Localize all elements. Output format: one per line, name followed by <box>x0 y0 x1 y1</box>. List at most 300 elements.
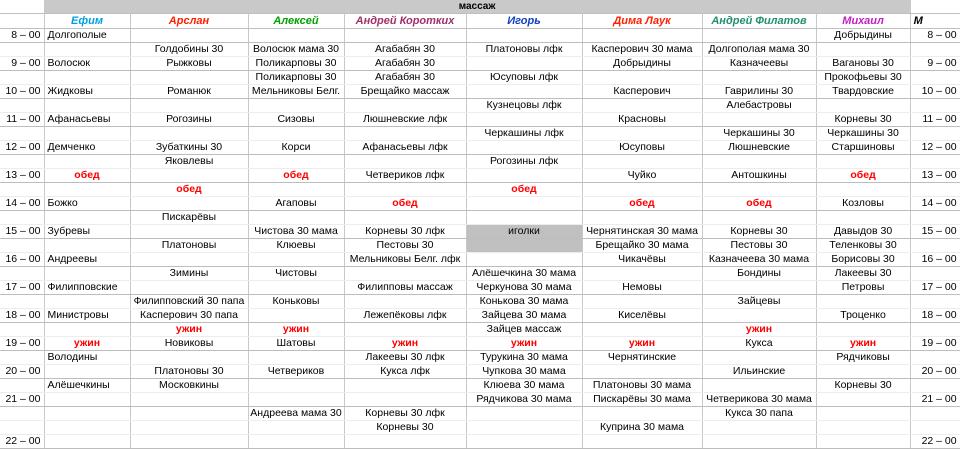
appointment-cell[interactable]: Корневы 30 <box>816 113 910 127</box>
appointment-cell[interactable]: Казначеева 30 мама <box>702 253 816 267</box>
appointment-cell[interactable] <box>44 365 130 379</box>
time-cell[interactable]: 16 – 00 <box>0 253 44 267</box>
appointment-cell[interactable]: Пискарёвы <box>130 211 248 225</box>
appointment-cell[interactable]: Рядчикова 30 мама <box>466 393 582 407</box>
column-header[interactable]: Андрей Коротких <box>344 14 466 29</box>
time-cell[interactable] <box>0 267 44 281</box>
appointment-cell[interactable]: Борисовы 30 <box>816 253 910 267</box>
appointment-cell[interactable] <box>344 379 466 393</box>
appointment-cell[interactable] <box>248 183 344 197</box>
appointment-cell[interactable] <box>344 155 466 169</box>
time-cell[interactable]: 17 – 00 <box>0 281 44 295</box>
appointment-cell[interactable] <box>44 421 130 435</box>
appointment-cell[interactable] <box>44 71 130 85</box>
appointment-cell[interactable] <box>248 281 344 295</box>
appointment-cell[interactable] <box>816 99 910 113</box>
time-cell[interactable] <box>0 155 44 169</box>
appointment-cell[interactable]: обед <box>248 169 344 183</box>
appointment-cell[interactable]: Давыдов 30 <box>816 225 910 239</box>
appointment-cell[interactable]: Жидковы <box>44 85 130 99</box>
appointment-cell[interactable]: Чистова 30 мама <box>248 225 344 239</box>
time-cell-right[interactable]: 14 – 00 <box>910 197 960 211</box>
appointment-cell[interactable]: Афанасьевы <box>44 113 130 127</box>
appointment-cell[interactable]: Платоновы 30 мама <box>582 379 702 393</box>
appointment-cell[interactable] <box>248 421 344 435</box>
appointment-cell[interactable] <box>344 29 466 43</box>
appointment-cell[interactable] <box>248 155 344 169</box>
time-cell-right[interactable]: 16 – 00 <box>910 253 960 267</box>
appointment-cell[interactable]: Вагановы 30 <box>816 57 910 71</box>
appointment-cell[interactable]: Яковлевы <box>130 155 248 169</box>
appointment-cell[interactable]: Андреевы <box>44 253 130 267</box>
appointment-cell[interactable]: Шатовы <box>248 337 344 351</box>
appointment-cell[interactable] <box>248 253 344 267</box>
appointment-cell[interactable]: Куприна 30 мама <box>582 421 702 435</box>
appointment-cell[interactable] <box>344 323 466 337</box>
time-cell[interactable] <box>0 43 44 57</box>
appointment-cell[interactable]: Чернятинские <box>582 351 702 365</box>
time-cell-right[interactable]: 17 – 00 <box>910 281 960 295</box>
appointment-cell[interactable] <box>130 435 248 449</box>
time-cell-right[interactable]: 8 – 00 <box>910 29 960 43</box>
appointment-cell[interactable]: ужин <box>702 323 816 337</box>
appointment-cell[interactable]: Володины <box>44 351 130 365</box>
corner-cell[interactable] <box>0 14 44 29</box>
column-header[interactable]: Ефим <box>44 14 130 29</box>
appointment-cell[interactable]: Юсуповы лфк <box>466 71 582 85</box>
appointment-cell[interactable]: обед <box>702 197 816 211</box>
appointment-cell[interactable] <box>248 99 344 113</box>
appointment-cell[interactable] <box>344 99 466 113</box>
appointment-cell[interactable] <box>44 43 130 57</box>
time-cell-right[interactable] <box>910 351 960 365</box>
appointment-cell[interactable]: Коньковы <box>248 295 344 309</box>
appointment-cell[interactable]: обед <box>582 197 702 211</box>
appointment-cell[interactable]: ужин <box>816 337 910 351</box>
appointment-cell[interactable]: Юсуповы <box>582 141 702 155</box>
appointment-cell[interactable]: Касперович <box>582 85 702 99</box>
appointment-cell[interactable]: обед <box>44 169 130 183</box>
appointment-cell[interactable] <box>466 253 582 267</box>
appointment-cell[interactable]: Пестовы 30 <box>702 239 816 253</box>
appointment-cell[interactable] <box>466 435 582 449</box>
appointment-cell[interactable] <box>248 435 344 449</box>
appointment-cell[interactable]: Платоновы лфк <box>466 43 582 57</box>
time-cell[interactable]: 9 – 00 <box>0 57 44 71</box>
appointment-cell[interactable] <box>702 379 816 393</box>
time-cell[interactable] <box>0 99 44 113</box>
appointment-cell[interactable]: Ильинские <box>702 365 816 379</box>
appointment-cell[interactable] <box>582 183 702 197</box>
appointment-cell[interactable]: Корневы 30 <box>816 379 910 393</box>
time-cell-right[interactable]: 9 – 00 <box>910 57 960 71</box>
time-cell-right[interactable]: 11 – 00 <box>910 113 960 127</box>
appointment-cell[interactable] <box>702 421 816 435</box>
appointment-cell[interactable]: Зубревы <box>44 225 130 239</box>
appointment-cell[interactable]: Старшиновы <box>816 141 910 155</box>
appointment-cell[interactable] <box>582 323 702 337</box>
appointment-cell[interactable] <box>702 309 816 323</box>
appointment-cell[interactable]: ужин <box>466 337 582 351</box>
appointment-cell[interactable]: Четверикова 30 мама <box>702 393 816 407</box>
time-cell[interactable]: 18 – 00 <box>0 309 44 323</box>
appointment-cell[interactable] <box>816 421 910 435</box>
right-header-mark[interactable]: M <box>910 14 960 29</box>
appointment-cell[interactable] <box>44 323 130 337</box>
appointment-cell[interactable] <box>44 127 130 141</box>
appointment-cell[interactable]: обед <box>466 183 582 197</box>
appointment-cell[interactable] <box>44 239 130 253</box>
appointment-cell[interactable]: Романюк <box>130 85 248 99</box>
appointment-cell[interactable] <box>582 211 702 225</box>
appointment-cell[interactable] <box>130 99 248 113</box>
appointment-cell[interactable]: Пискарёвы 30 мама <box>582 393 702 407</box>
appointment-cell[interactable]: Троценко <box>816 309 910 323</box>
appointment-cell[interactable] <box>466 57 582 71</box>
appointment-cell[interactable]: Люшневские лфк <box>344 113 466 127</box>
appointment-cell[interactable]: Волосюк мама 30 <box>248 43 344 57</box>
appointment-cell[interactable] <box>816 365 910 379</box>
time-cell[interactable] <box>0 239 44 253</box>
appointment-cell[interactable]: Агабабян 30 <box>344 71 466 85</box>
time-cell-right[interactable] <box>910 211 960 225</box>
appointment-cell[interactable]: Корневы 30 лфк <box>344 407 466 421</box>
appointment-cell[interactable]: Платоновы 30 <box>130 365 248 379</box>
appointment-cell[interactable]: Филипповские <box>44 281 130 295</box>
appointment-cell[interactable]: Теленковы 30 <box>816 239 910 253</box>
appointment-cell[interactable] <box>816 295 910 309</box>
appointment-cell[interactable]: Агабабян 30 <box>344 43 466 57</box>
time-cell-right[interactable] <box>910 183 960 197</box>
appointment-cell[interactable] <box>248 211 344 225</box>
appointment-cell[interactable] <box>44 99 130 113</box>
appointment-cell[interactable] <box>130 421 248 435</box>
appointment-cell[interactable]: Четвериков <box>248 365 344 379</box>
appointment-cell[interactable]: обед <box>130 183 248 197</box>
time-cell-right[interactable]: 15 – 00 <box>910 225 960 239</box>
appointment-cell[interactable] <box>248 29 344 43</box>
appointment-cell[interactable]: Добрыдины <box>582 57 702 71</box>
appointment-cell[interactable] <box>344 435 466 449</box>
appointment-cell[interactable]: Чупкова 30 мама <box>466 365 582 379</box>
appointment-cell[interactable]: Турукина 30 мама <box>466 351 582 365</box>
appointment-cell[interactable]: Рядчиковы <box>816 351 910 365</box>
time-cell-right[interactable]: 13 – 00 <box>910 169 960 183</box>
appointment-cell[interactable]: ужин <box>130 323 248 337</box>
time-cell[interactable]: 22 – 00 <box>0 435 44 449</box>
time-cell-right[interactable] <box>910 323 960 337</box>
appointment-cell[interactable]: Корневы 30 <box>344 421 466 435</box>
appointment-cell[interactable]: Божко <box>44 197 130 211</box>
appointment-cell[interactable] <box>248 309 344 323</box>
appointment-cell[interactable] <box>344 183 466 197</box>
appointment-cell[interactable]: ужин <box>248 323 344 337</box>
time-cell-right[interactable] <box>910 99 960 113</box>
appointment-cell[interactable]: обед <box>344 197 466 211</box>
time-cell-right[interactable] <box>910 421 960 435</box>
time-cell-right[interactable]: 20 – 00 <box>910 365 960 379</box>
appointment-cell[interactable] <box>582 267 702 281</box>
appointment-cell[interactable]: Корневы 30 <box>702 225 816 239</box>
appointment-cell[interactable] <box>582 295 702 309</box>
appointment-cell[interactable]: Лежепёковы лфк <box>344 309 466 323</box>
appointment-cell[interactable] <box>582 71 702 85</box>
time-cell-right[interactable]: 21 – 00 <box>910 393 960 407</box>
appointment-cell[interactable]: Черкунова 30 мама <box>466 281 582 295</box>
appointment-cell[interactable] <box>582 127 702 141</box>
appointment-cell[interactable]: Агаповы <box>248 197 344 211</box>
appointment-cell[interactable] <box>130 169 248 183</box>
appointment-cell[interactable]: Алебастровы <box>702 99 816 113</box>
appointment-cell[interactable]: Твардовские <box>816 85 910 99</box>
appointment-cell[interactable]: Волосюк <box>44 57 130 71</box>
appointment-cell[interactable] <box>702 351 816 365</box>
appointment-cell[interactable]: Красновы <box>582 113 702 127</box>
appointment-cell[interactable]: Платоновы <box>130 239 248 253</box>
appointment-cell[interactable]: Зайцева 30 мама <box>466 309 582 323</box>
appointment-cell[interactable]: Министровы <box>44 309 130 323</box>
appointment-cell[interactable] <box>130 127 248 141</box>
appointment-cell[interactable] <box>130 29 248 43</box>
appointment-cell[interactable] <box>466 169 582 183</box>
appointment-cell[interactable]: Касперович 30 мама <box>582 43 702 57</box>
appointment-cell[interactable]: Немовы <box>582 281 702 295</box>
appointment-cell[interactable] <box>582 155 702 169</box>
appointment-cell[interactable]: Афанасьевы лфк <box>344 141 466 155</box>
appointment-cell[interactable]: Поликарповы 30 <box>248 57 344 71</box>
column-header[interactable]: Арслан <box>130 14 248 29</box>
time-cell-right[interactable] <box>910 379 960 393</box>
appointment-cell[interactable] <box>44 155 130 169</box>
appointment-cell[interactable]: Лакеевы 30 лфк <box>344 351 466 365</box>
time-cell[interactable]: 8 – 00 <box>0 29 44 43</box>
time-cell[interactable]: 15 – 00 <box>0 225 44 239</box>
appointment-cell[interactable]: Касперович 30 папа <box>130 309 248 323</box>
appointment-cell[interactable]: Мельниковы Белг. лфк <box>344 253 466 267</box>
appointment-cell[interactable] <box>466 85 582 99</box>
appointment-cell[interactable]: Антошкины <box>702 169 816 183</box>
appointment-cell[interactable] <box>344 393 466 407</box>
appointment-cell[interactable] <box>130 225 248 239</box>
time-cell-right[interactable]: 12 – 00 <box>910 141 960 155</box>
appointment-cell[interactable]: Новиковы <box>130 337 248 351</box>
time-cell[interactable]: 13 – 00 <box>0 169 44 183</box>
appointment-cell[interactable] <box>816 393 910 407</box>
appointment-cell[interactable]: Зимины <box>130 267 248 281</box>
time-cell[interactable]: 10 – 00 <box>0 85 44 99</box>
blank-cell[interactable] <box>0 0 44 14</box>
time-cell[interactable] <box>0 421 44 435</box>
banner-title[interactable]: массаж <box>44 0 910 14</box>
appointment-cell[interactable]: Андреева мама 30 <box>248 407 344 421</box>
time-cell[interactable] <box>0 71 44 85</box>
appointment-cell[interactable]: Демченко <box>44 141 130 155</box>
column-header[interactable]: Алексей <box>248 14 344 29</box>
column-header[interactable]: Дима Лаук <box>582 14 702 29</box>
appointment-cell[interactable] <box>816 435 910 449</box>
appointment-cell[interactable]: Пестовы 30 <box>344 239 466 253</box>
appointment-cell[interactable] <box>130 281 248 295</box>
time-cell[interactable] <box>0 323 44 337</box>
appointment-cell[interactable]: Зубаткины 30 <box>130 141 248 155</box>
appointment-cell[interactable] <box>130 197 248 211</box>
appointment-cell[interactable]: Кузнецовы лфк <box>466 99 582 113</box>
appointment-cell[interactable] <box>816 155 910 169</box>
time-cell[interactable] <box>0 379 44 393</box>
time-cell-right[interactable] <box>910 127 960 141</box>
appointment-cell[interactable]: Чуйко <box>582 169 702 183</box>
appointment-cell[interactable]: Чикачёвы <box>582 253 702 267</box>
appointment-cell[interactable] <box>344 267 466 281</box>
appointment-cell[interactable] <box>702 435 816 449</box>
appointment-cell[interactable]: Корневы 30 лфк <box>344 225 466 239</box>
time-cell[interactable] <box>0 351 44 365</box>
blank-cell[interactable] <box>910 0 960 14</box>
appointment-cell[interactable]: Черкашины 30 <box>816 127 910 141</box>
time-cell[interactable] <box>0 295 44 309</box>
appointment-cell[interactable]: Казначеевы <box>702 57 816 71</box>
appointment-cell[interactable]: Черкашины лфк <box>466 127 582 141</box>
appointment-cell[interactable] <box>702 29 816 43</box>
appointment-cell[interactable] <box>702 155 816 169</box>
appointment-cell[interactable] <box>130 253 248 267</box>
appointment-cell[interactable] <box>130 71 248 85</box>
time-cell[interactable]: 11 – 00 <box>0 113 44 127</box>
appointment-cell[interactable] <box>582 29 702 43</box>
appointment-cell[interactable] <box>466 197 582 211</box>
appointment-cell[interactable] <box>816 43 910 57</box>
time-cell[interactable] <box>0 127 44 141</box>
appointment-cell[interactable] <box>130 393 248 407</box>
appointment-cell[interactable] <box>582 435 702 449</box>
appointment-cell[interactable]: Клюевы <box>248 239 344 253</box>
appointment-cell[interactable]: Прокофьевы 30 <box>816 71 910 85</box>
appointment-cell[interactable]: Голдобины 30 <box>130 43 248 57</box>
appointment-cell[interactable] <box>344 127 466 141</box>
time-cell-right[interactable] <box>910 239 960 253</box>
appointment-cell[interactable] <box>702 281 816 295</box>
appointment-cell[interactable]: ужин <box>44 337 130 351</box>
appointment-cell[interactable] <box>130 351 248 365</box>
appointment-cell[interactable] <box>702 211 816 225</box>
appointment-cell[interactable]: Московкины <box>130 379 248 393</box>
time-cell[interactable]: 14 – 00 <box>0 197 44 211</box>
appointment-cell[interactable] <box>466 29 582 43</box>
appointment-cell[interactable] <box>466 113 582 127</box>
appointment-cell[interactable] <box>344 211 466 225</box>
time-cell-right[interactable] <box>910 43 960 57</box>
appointment-cell[interactable] <box>248 127 344 141</box>
appointment-cell[interactable]: Брещайко массаж <box>344 85 466 99</box>
appointment-cell[interactable] <box>816 323 910 337</box>
appointment-cell[interactable]: иголки <box>466 225 582 239</box>
time-cell[interactable] <box>0 211 44 225</box>
appointment-cell[interactable] <box>702 183 816 197</box>
appointment-cell[interactable]: Лакеевы 30 <box>816 267 910 281</box>
appointment-cell[interactable]: Мельниковы Белг. <box>248 85 344 99</box>
time-cell[interactable]: 21 – 00 <box>0 393 44 407</box>
appointment-cell[interactable] <box>466 421 582 435</box>
appointment-cell[interactable]: Агабабян 30 <box>344 57 466 71</box>
appointment-cell[interactable]: ужин <box>344 337 466 351</box>
appointment-cell[interactable] <box>44 183 130 197</box>
appointment-cell[interactable]: Кукса <box>702 337 816 351</box>
time-cell-right[interactable]: 10 – 00 <box>910 85 960 99</box>
appointment-cell[interactable]: Конькова 30 мама <box>466 295 582 309</box>
appointment-cell[interactable]: Рыжковы <box>130 57 248 71</box>
time-cell-right[interactable]: 18 – 00 <box>910 309 960 323</box>
appointment-cell[interactable] <box>44 267 130 281</box>
time-cell-right[interactable] <box>910 267 960 281</box>
appointment-cell[interactable]: Гаврилины 30 <box>702 85 816 99</box>
appointment-cell[interactable]: Козловы <box>816 197 910 211</box>
appointment-cell[interactable]: Рогозины лфк <box>466 155 582 169</box>
appointment-cell[interactable]: Корси <box>248 141 344 155</box>
appointment-cell[interactable]: Черкашины 30 <box>702 127 816 141</box>
appointment-cell[interactable]: Петровы <box>816 281 910 295</box>
appointment-cell[interactable] <box>816 183 910 197</box>
appointment-cell[interactable]: Сизовы <box>248 113 344 127</box>
time-cell-right[interactable]: 22 – 00 <box>910 435 960 449</box>
appointment-cell[interactable] <box>44 295 130 309</box>
column-header[interactable]: Игорь <box>466 14 582 29</box>
appointment-cell[interactable]: Клюева 30 мама <box>466 379 582 393</box>
time-cell[interactable] <box>0 183 44 197</box>
appointment-cell[interactable] <box>248 379 344 393</box>
appointment-cell[interactable] <box>702 113 816 127</box>
appointment-cell[interactable]: Зайцев массаж <box>466 323 582 337</box>
appointment-cell[interactable]: Долгополые <box>44 29 130 43</box>
appointment-cell[interactable]: Бондины <box>702 267 816 281</box>
appointment-cell[interactable] <box>582 365 702 379</box>
appointment-cell[interactable]: Добрыдины <box>816 29 910 43</box>
appointment-cell[interactable] <box>466 239 582 253</box>
appointment-cell[interactable] <box>466 211 582 225</box>
appointment-cell[interactable]: Рогозины <box>130 113 248 127</box>
column-header[interactable]: Андрей Филатов <box>702 14 816 29</box>
appointment-cell[interactable]: Чистовы <box>248 267 344 281</box>
appointment-cell[interactable] <box>466 141 582 155</box>
appointment-cell[interactable] <box>248 351 344 365</box>
appointment-cell[interactable]: Кукса 30 папа <box>702 407 816 421</box>
appointment-cell[interactable]: Брещайко 30 мама <box>582 239 702 253</box>
appointment-cell[interactable] <box>44 393 130 407</box>
appointment-cell[interactable] <box>344 295 466 309</box>
appointment-cell[interactable] <box>44 435 130 449</box>
appointment-cell[interactable]: Зайцевы <box>702 295 816 309</box>
appointment-cell[interactable]: Филипповский 30 папа <box>130 295 248 309</box>
appointment-cell[interactable] <box>248 393 344 407</box>
appointment-cell[interactable]: Киселёвы <box>582 309 702 323</box>
appointment-cell[interactable]: Алёшечкины <box>44 379 130 393</box>
appointment-cell[interactable] <box>44 211 130 225</box>
appointment-cell[interactable]: Чернятинская 30 мама <box>582 225 702 239</box>
appointment-cell[interactable]: обед <box>816 169 910 183</box>
appointment-cell[interactable] <box>816 211 910 225</box>
column-header[interactable]: Михаил <box>816 14 910 29</box>
appointment-cell[interactable]: Кукса лфк <box>344 365 466 379</box>
appointment-cell[interactable]: ужин <box>582 337 702 351</box>
appointment-cell[interactable] <box>702 71 816 85</box>
time-cell-right[interactable] <box>910 295 960 309</box>
appointment-cell[interactable]: Филипповы массаж <box>344 281 466 295</box>
appointment-cell[interactable]: Люшневские <box>702 141 816 155</box>
appointment-cell[interactable]: Поликарповы 30 <box>248 71 344 85</box>
appointment-cell[interactable]: Алёшечкина 30 мама <box>466 267 582 281</box>
time-cell[interactable]: 19 – 00 <box>0 337 44 351</box>
appointment-cell[interactable]: Четвериков лфк <box>344 169 466 183</box>
time-cell[interactable]: 20 – 00 <box>0 365 44 379</box>
